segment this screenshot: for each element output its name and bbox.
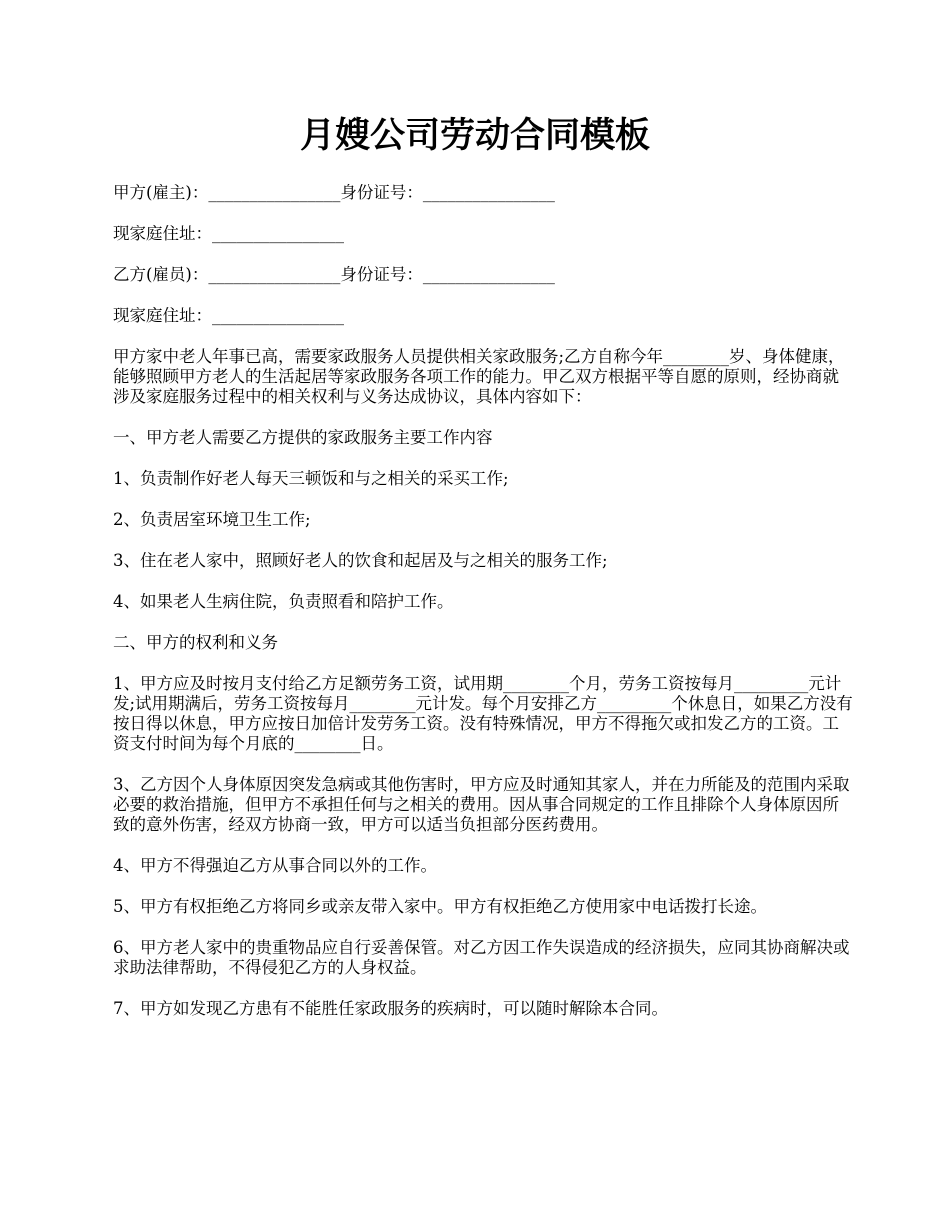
preamble-paragraph: 甲方家中老人年事已高，需要家政服务人员提供相关家政服务;乙方自称今年________岁、身体健康，能够照顾甲方老人的生活起居等家政服务各项工作的能力。甲乙双方根据平等自愿的原则，经协商就涉及家庭服务过程中的相关权利与义务达成协议，具体内容如下： — [113, 347, 845, 406]
party-a-line: 甲方(雇主)：________________身份证号：________________ — [113, 183, 555, 202]
party-b-line: 乙方(雇员)：________________身份证号：________________ — [113, 265, 555, 284]
section-heading-1: 一、甲方老人需要乙方提供的家政服务主要工作内容 — [113, 428, 493, 447]
clause-1-2: 2、负责居室环境卫生工作; — [113, 510, 311, 529]
clause-1-4: 4、如果老人生病住院，负责照看和陪护工作。 — [113, 592, 454, 611]
clause-2-4: 4、甲方不得强迫乙方从事合同以外的工作。 — [113, 856, 437, 875]
section-heading-2: 二、甲方的权利和义务 — [113, 633, 278, 652]
clause-2-6: 6、甲方老人家中的贵重物品应自行妥善保管。对乙方因工作失误造成的经济损失，应同其协商解决或求助法律帮助，不得侵犯乙方的人身权益。 — [113, 938, 850, 977]
clause-2-7: 7、甲方如发现乙方患有不能胜任家政服务的疾病时，可以随时解除本合同。 — [113, 999, 668, 1018]
party-a-address: 现家庭住址：________________ — [113, 224, 344, 243]
clause-2-5: 5、甲方有权拒绝乙方将同乡或亲友带入家中。甲方有权拒绝乙方使用家中电话拨打长途。 — [113, 897, 767, 916]
party-b-address: 现家庭住址：________________ — [113, 306, 344, 325]
clause-1-1: 1、负责制作好老人每天三顿饭和与之相关的采买工作; — [113, 469, 509, 488]
clause-2-3: 3、乙方因个人身体原因突发急病或其他伤害时，甲方应及时通知其家人，并在力所能及的范围内采取必要的救治措施，但甲方不承担任何与之相关的费用。因从事合同规定的工作且排除个人身体原因所致的意外伤害，经双方协商一致，甲方可以适当负担部分医药费用。 — [113, 775, 850, 834]
document-title: 月嫂公司劳动合同模板 — [299, 115, 650, 156]
clause-1-3: 3、住在老人家中，照顾好老人的饮食和起居及与之相关的服务工作; — [113, 551, 608, 570]
clause-2-1: 1、甲方应及时按月支付给乙方足额劳务工资，试用期________个月，劳务工资按每月_________元计发;试用期满后，劳务工资按每月________元计发。每个月安排乙方_________个休息日，如果乙方没有按日得以休息，甲方应按日加倍计发劳务工资。没有特殊情况，甲方不得拖欠或扣发乙方的工资。工资支付时间为每个月底的________日。 — [113, 674, 853, 753]
